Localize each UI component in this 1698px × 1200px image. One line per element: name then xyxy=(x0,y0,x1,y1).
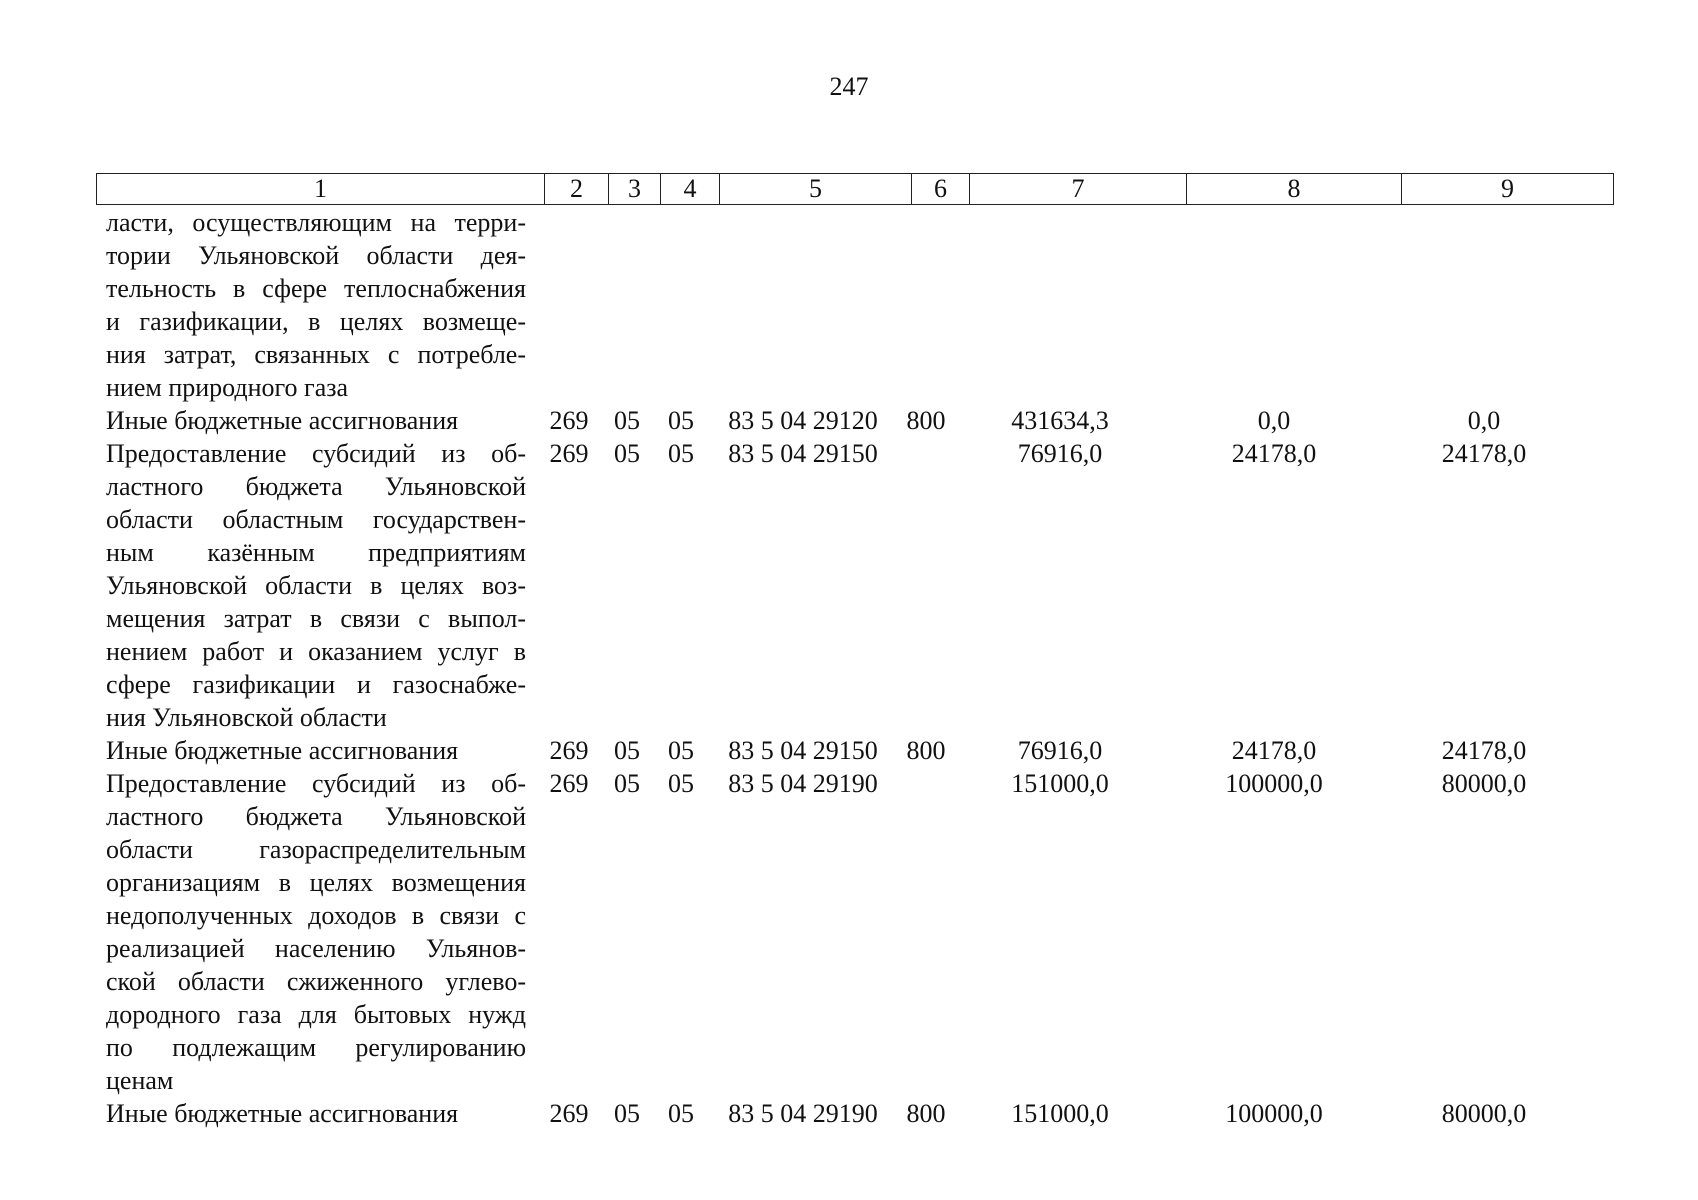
description-line: области областным государствен- xyxy=(106,505,526,534)
description-line: Предоставление субсидий из об- xyxy=(106,439,526,468)
section-code: 05 xyxy=(614,736,640,765)
column-header-3: 3 xyxy=(609,174,661,205)
column-header-6: 6 xyxy=(912,174,970,205)
row-description xyxy=(106,404,526,437)
expense-type-code: 800 xyxy=(906,406,946,435)
amount-col-7: 151000,0 xyxy=(1011,1099,1109,1128)
column-header-4: 4 xyxy=(661,174,720,205)
column-header-8: 8 xyxy=(1187,174,1402,205)
expense-type-code: 800 xyxy=(906,1099,946,1128)
amount-col-7: 431634,3 xyxy=(1011,406,1109,435)
amount-col-8: 24178,0 xyxy=(1231,736,1317,765)
description-line: Иные бюджетные ассигнования xyxy=(106,736,459,765)
description-line: недополученных доходов в связи с xyxy=(106,901,526,930)
description-line: Иные бюджетные ассигнования xyxy=(106,406,459,435)
amount-col-8: 100000,0 xyxy=(1225,1099,1323,1128)
column-header-2: 2 xyxy=(545,174,609,205)
description-line: ценам xyxy=(106,1066,174,1095)
target-article-code: 83 5 04 29150 xyxy=(728,439,878,468)
description-line: и газификации, в целях возмеще- xyxy=(106,307,526,336)
amount-col-8: 100000,0 xyxy=(1225,769,1323,798)
amount-col-9: 0,0 xyxy=(1467,406,1501,435)
description-line: Предоставление субсидий из об- xyxy=(106,769,526,798)
admin-code: 269 xyxy=(549,1099,589,1128)
description-line: реализацией населению Ульянов- xyxy=(106,934,526,963)
amount-col-9: 24178,0 xyxy=(1441,736,1527,765)
subsection-code: 05 xyxy=(668,406,694,435)
target-article-code: 83 5 04 29190 xyxy=(728,1099,878,1128)
description-line: тории Ульяновской области дея- xyxy=(106,241,526,270)
subsection-code: 05 xyxy=(668,1099,694,1128)
subsection-code: 05 xyxy=(668,769,694,798)
amount-col-9: 24178,0 xyxy=(1441,439,1527,468)
amount-col-7: 76916,0 xyxy=(1017,439,1103,468)
description-line: ния Ульяновской области xyxy=(106,703,387,732)
column-header-row xyxy=(96,173,1614,205)
amount-col-7: 151000,0 xyxy=(1011,769,1109,798)
description-line: ластного бюджета Ульяновской xyxy=(106,472,526,501)
subsection-code: 05 xyxy=(668,439,694,468)
row-description xyxy=(106,767,526,1097)
admin-code: 269 xyxy=(549,769,589,798)
description-line: сфере газификации и газоснабже- xyxy=(106,670,526,699)
expense-type-code: 800 xyxy=(906,736,946,765)
admin-code: 269 xyxy=(549,439,589,468)
description-line: ласти, осуществляющим на терри- xyxy=(106,208,526,237)
amount-col-7: 76916,0 xyxy=(1017,736,1103,765)
description-line: ластного бюджета Ульяновской xyxy=(106,802,526,831)
description-line: по подлежащим регулированию xyxy=(106,1033,526,1062)
amount-col-8: 0,0 xyxy=(1257,406,1291,435)
description-line: нением работ и оказанием услуг в xyxy=(106,637,526,666)
target-article-code: 83 5 04 29190 xyxy=(728,769,878,798)
section-code: 05 xyxy=(614,439,640,468)
amount-col-9: 80000,0 xyxy=(1441,769,1527,798)
admin-code: 269 xyxy=(549,406,589,435)
column-header-7: 7 xyxy=(970,174,1187,205)
row-description xyxy=(106,1097,526,1130)
row-description xyxy=(106,206,526,404)
row-description xyxy=(106,437,526,734)
page-number: 247 xyxy=(829,72,869,101)
admin-code: 269 xyxy=(549,736,589,765)
section-code: 05 xyxy=(614,1099,640,1128)
column-header-5: 5 xyxy=(720,174,912,205)
description-line: ской области сжиженного углево- xyxy=(106,967,526,996)
subsection-code: 05 xyxy=(668,736,694,765)
section-code: 05 xyxy=(614,406,640,435)
description-line: мещения затрат в связи с выпол- xyxy=(106,604,526,633)
description-line: Ульяновской области в целях воз- xyxy=(106,571,526,600)
description-line: области газораспределительным xyxy=(106,835,526,864)
target-article-code: 83 5 04 29150 xyxy=(728,736,878,765)
description-line: нием природного газа xyxy=(106,373,349,402)
column-header-1: 1 xyxy=(97,174,545,205)
description-line: организациям в целях возмещения xyxy=(106,868,526,897)
description-line: ния затрат, связанных с потребле- xyxy=(106,340,526,369)
description-line: ным казённым предприятиям xyxy=(106,538,526,567)
description-line: Иные бюджетные ассигнования xyxy=(106,1099,459,1128)
target-article-code: 83 5 04 29120 xyxy=(728,406,878,435)
description-line: дородного газа для бытовых нужд xyxy=(106,1000,526,1029)
row-description xyxy=(106,734,526,767)
description-line: тельность в сфере теплоснабжения xyxy=(106,274,526,303)
amount-col-8: 24178,0 xyxy=(1231,439,1317,468)
amount-col-9: 80000,0 xyxy=(1441,1099,1527,1128)
section-code: 05 xyxy=(614,769,640,798)
column-header-9: 9 xyxy=(1402,174,1614,205)
